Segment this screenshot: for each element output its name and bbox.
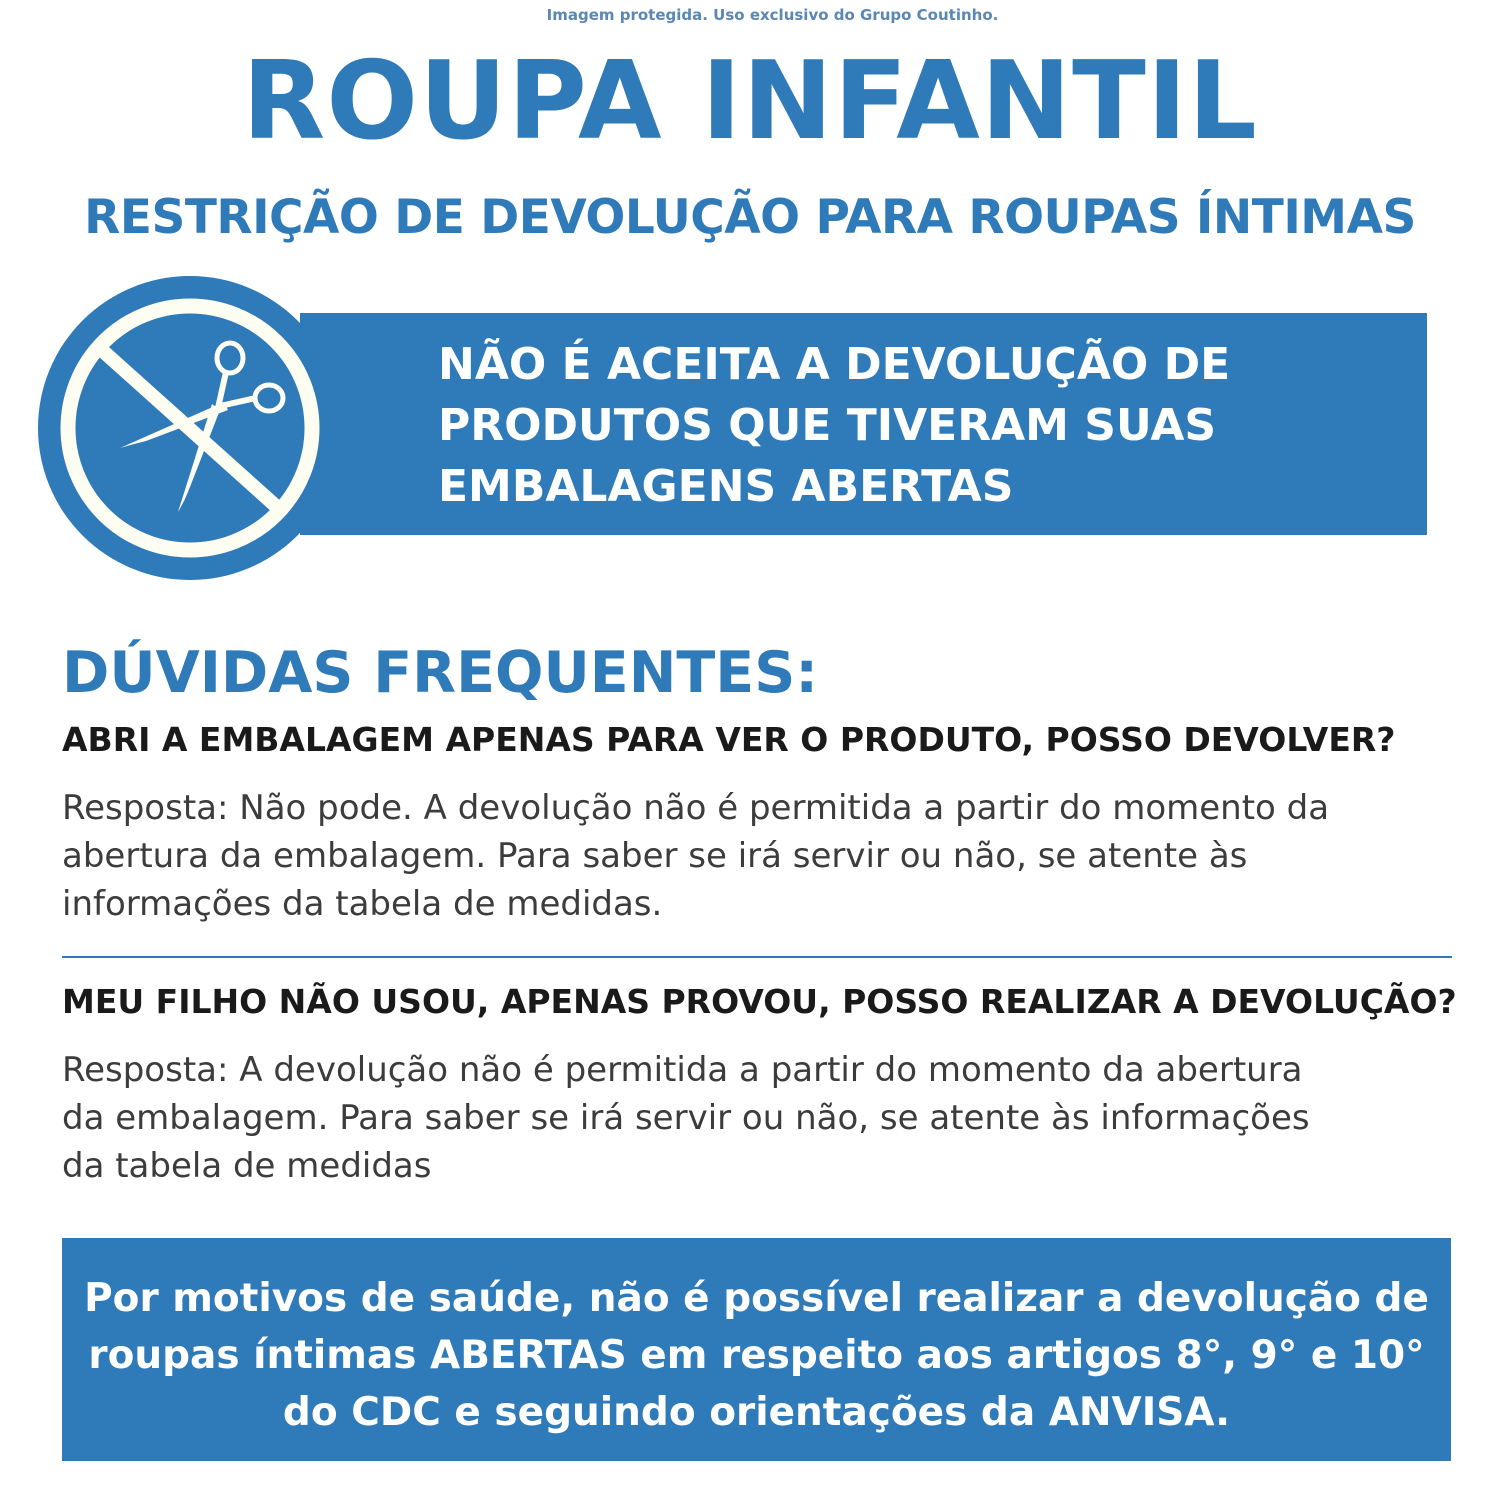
watermark-text: Imagem protegida. Uso exclusivo do Grupo Coutinho.	[546, 6, 999, 24]
banner-text	[438, 334, 1418, 517]
answer-line: abertura da embalagem. Para saber se irá servir ou não, se atente às	[62, 836, 1248, 876]
faq-question-2: MEU FILHO NÃO USOU, APENAS PROVOU, POSSO REALIZAR A DEVOLUÇÃO?	[62, 982, 1457, 1021]
answer-line: informações da tabela de medidas.	[62, 884, 663, 924]
faq-answer-1	[62, 784, 1462, 928]
footer-line: roupas íntimas ABERTAS em respeito aos artigos 8°, 9° e 10°	[88, 1333, 1425, 1378]
answer-line: Resposta: Não pode. A devolução não é permitida a partir do momento da	[62, 788, 1330, 828]
page-title: ROUPA INFANTIL	[242, 39, 1258, 164]
faq-heading: DÚVIDAS FREQUENTES:	[62, 640, 819, 706]
no-scissors-icon-svg	[38, 276, 342, 580]
faq-answer-2	[62, 1046, 1462, 1190]
faq-divider	[62, 956, 1452, 958]
no-scissors-icon	[38, 276, 342, 580]
banner-line: PRODUTOS QUE TIVERAM SUAS	[438, 400, 1217, 451]
page-subtitle: RESTRIÇÃO DE DEVOLUÇÃO PARA ROUPAS ÍNTIMAS	[84, 190, 1416, 245]
banner-line: NÃO É ACEITA A DEVOLUÇÃO DE	[438, 339, 1231, 390]
footer-line: Por motivos de saúde, não é possível realizar a devolução de	[84, 1276, 1429, 1321]
answer-line: Resposta: A devolução não é permitida a partir do momento da abertura	[62, 1050, 1303, 1090]
footer-line: do CDC e seguindo orientações da ANVISA.	[282, 1390, 1231, 1435]
answer-line: da tabela de medidas	[62, 1146, 432, 1186]
banner-line: EMBALAGENS ABERTAS	[438, 461, 1014, 512]
footer-text	[62, 1270, 1451, 1441]
answer-line: da embalagem. Para saber se irá servir ou não, se atente às informações	[62, 1098, 1310, 1138]
faq-question-1: ABRI A EMBALAGEM APENAS PARA VER O PRODUTO, POSSO DEVOLVER?	[62, 720, 1396, 759]
